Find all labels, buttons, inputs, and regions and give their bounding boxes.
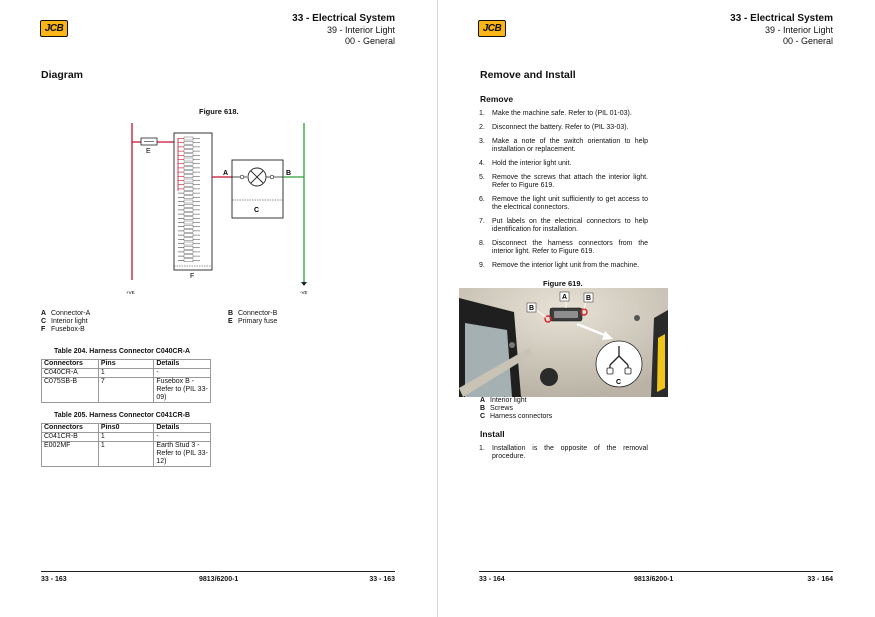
header-section: 33 - Electrical System — [292, 13, 395, 24]
section-title: Diagram — [41, 69, 84, 81]
legend-item: C Interior light — [41, 318, 88, 325]
list-item: 2. Disconnect the battery. Refer to (PIL 33-03). — [479, 124, 629, 131]
table-header-row: Connectors Pins0 Details — [42, 424, 211, 433]
remove-heading: Remove — [480, 94, 514, 104]
jcb-logo: JCB — [478, 20, 506, 37]
fuse-cell — [184, 150, 193, 153]
fuse-cell — [184, 183, 193, 186]
list-item: 1. Make the machine safe. Refer to (PIL 01-03). — [479, 110, 632, 117]
legend-item: B Screws — [480, 405, 513, 412]
fuse-cell — [184, 229, 193, 232]
page-right — [438, 0, 875, 617]
label-vminus: -VE — [300, 290, 308, 295]
fuse-cell — [184, 171, 193, 174]
legend-item: A Connector-A — [41, 310, 91, 317]
fuse-cell — [184, 242, 193, 245]
figure-legend — [480, 397, 552, 421]
page-header — [730, 13, 833, 47]
footer-page-left: 33 - 163 — [41, 576, 67, 583]
page-footer — [479, 571, 833, 585]
label-f: F — [190, 273, 195, 280]
fuse-cell — [184, 141, 193, 144]
fuse-cell — [184, 208, 193, 211]
table-205 — [41, 423, 211, 467]
legend-item: B Connector-B — [228, 310, 278, 317]
fuse-cell — [184, 166, 193, 169]
cab-ceiling-illustration — [459, 288, 668, 397]
fuse-cell — [184, 158, 193, 161]
header-sub2: 00 - General — [782, 36, 833, 46]
header-sub2: 00 - General — [344, 36, 395, 46]
footer-page-right: 33 - 163 — [369, 576, 395, 583]
footer-doc-number: 9813/6200-1 — [199, 576, 239, 583]
table-204 — [41, 359, 211, 403]
table-row: E002MF 1 Earth Stud 3 - Refer to (PIL 33-12) — [42, 442, 211, 467]
list-item: 5. Remove the screws that attach the interior light. Refer to Figure 619. — [479, 174, 648, 189]
fuse-cell — [184, 213, 193, 216]
remove-steps — [479, 110, 648, 276]
fuse-cell — [184, 200, 193, 203]
install-steps — [479, 445, 648, 467]
list-item: 1. Installation is the opposite of the removal procedure. — [479, 445, 648, 460]
footer-doc-number: 9813/6200-1 — [634, 576, 674, 583]
fuse-cell — [184, 145, 193, 148]
fuse-cell — [184, 154, 193, 157]
label-a: A — [223, 170, 229, 177]
header-section: 33 - Electrical System — [730, 13, 833, 24]
table-row: C040CR-A 1 - — [42, 369, 211, 378]
callout-c: C — [616, 379, 622, 386]
figure-title: Figure 618. — [199, 107, 239, 116]
fuse-cell — [184, 175, 193, 178]
label-vplus: +VE — [126, 290, 135, 295]
table-header-row: Connectors Pins Details — [42, 360, 211, 369]
fuse-cell — [184, 238, 193, 241]
callout-a: A — [562, 294, 568, 301]
fuse-cell — [184, 187, 193, 190]
page-left — [0, 0, 437, 617]
legend-item: E Primary fuse — [228, 318, 278, 325]
fuse-cell — [184, 217, 193, 220]
table-205-title: Table 205. Harness Connector C041CR-B — [54, 412, 191, 419]
label-b: B — [286, 170, 292, 177]
page-header — [292, 13, 395, 47]
fuse-cell — [184, 162, 193, 165]
section-title: Remove and Install — [480, 69, 576, 81]
table-row: C041CR-B 1 - — [42, 433, 211, 442]
figure-legend-right — [228, 310, 277, 326]
label-e: E — [146, 148, 151, 155]
header-subsection: 39 - Interior Light — [326, 25, 395, 35]
header-subsection: 39 - Interior Light — [764, 25, 833, 35]
ground-symbol — [301, 282, 307, 286]
fuse-cell — [184, 255, 193, 258]
list-item: 9. Remove the interior light unit from the machine. — [479, 262, 640, 269]
fuse-cell — [184, 204, 193, 207]
jcb-logo: JCB — [40, 20, 68, 37]
fuse-cell — [184, 259, 193, 262]
figure-legend-left — [41, 310, 90, 334]
fuse-cell — [184, 192, 193, 195]
figure-title: Figure 619. — [543, 279, 583, 288]
table-204-title: Table 204. Harness Connector C040CR-A — [54, 348, 191, 355]
fuse-cell — [184, 225, 193, 228]
list-item: 7. Put labels on the electrical connectors to help identification for installation. — [479, 218, 648, 233]
callout-b-right: B — [586, 295, 592, 302]
list-item: 6. Remove the light unit sufficiently to get access to the electrical connectors. — [479, 196, 648, 211]
fuse-cell — [184, 250, 193, 253]
legend-item: A Interior light — [480, 397, 527, 404]
page-footer — [41, 571, 395, 585]
footer-page-right: 33 - 164 — [807, 576, 833, 583]
callout-b-left: B — [529, 305, 535, 312]
interior-light-photo — [459, 288, 668, 397]
fuse-cell — [184, 221, 193, 224]
fuse-cell — [184, 234, 193, 237]
label-c: C — [254, 207, 260, 214]
fuse-cell — [184, 179, 193, 182]
legend-item: C Harness connectors — [480, 413, 553, 420]
fuse-cell — [184, 196, 193, 199]
fuse-cell — [184, 246, 193, 249]
list-item: 8. Disconnect the harness connectors from the interior light. Refer to Figure 619. — [479, 240, 648, 255]
list-item: 3. Make a note of the switch orientation to help installation or replacement. — [479, 138, 648, 153]
install-heading: Install — [480, 429, 505, 439]
legend-item: F Fusebox-B — [41, 326, 85, 333]
table-row: C075SB-B 7 Fusebox B - Refer to (PIL 33-09) — [42, 378, 211, 403]
wiring-diagram — [120, 118, 320, 298]
fuse-cell — [184, 137, 193, 140]
list-item: 4. Hold the interior light unit. — [479, 160, 572, 167]
footer-page-left: 33 - 164 — [479, 576, 505, 583]
